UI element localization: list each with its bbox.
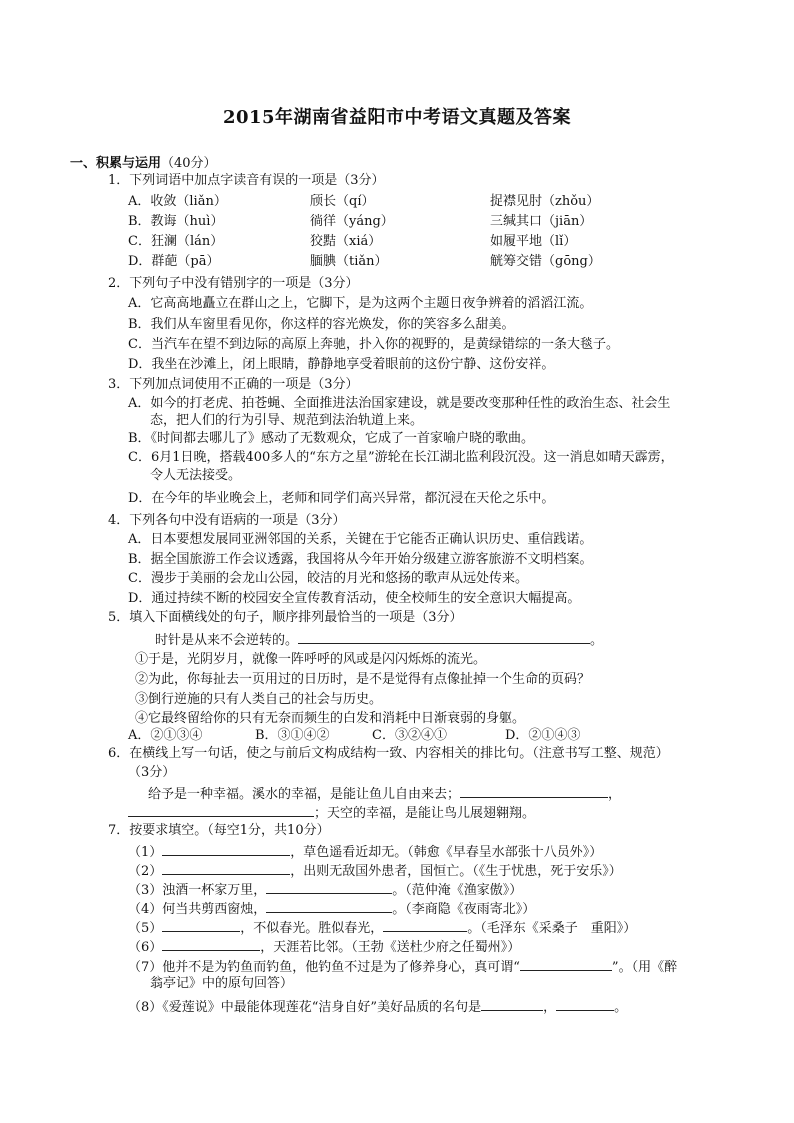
- q1-a-col1: A．收敛（liǎn）: [128, 194, 227, 209]
- section-points: （40分）: [161, 156, 217, 171]
- q3-option-a-line1: A．如今的打老虎、拍苍蝇、全面推进法治国家建设，就是要改变那种任性的政治生态、社会生: [128, 396, 671, 411]
- section-title: 一、积累与运用: [70, 156, 162, 171]
- q7-item-7-cont: 翁亭记》中的原句回答）: [150, 976, 294, 991]
- q5-item-2: ②为此，你每扯去一页用过的日历时，是不是觉得有点像扯掉一个生命的页码？: [135, 672, 591, 687]
- q7-item-5-text: ，不似春光。胜似春光，: [240, 921, 384, 936]
- q7-blank-4[interactable]: [266, 899, 392, 913]
- q6-line1-text: 给予是一种幸福。溪水的幸福，是能让鱼儿自由来去；: [148, 787, 461, 802]
- q7-stem: 7．按要求填空。（每空1分，共10分）: [108, 823, 330, 838]
- q7-item-1-text: ，草色遥看近却无。（韩愈《早春呈水部张十八员外》）: [290, 845, 603, 860]
- q5-end: 。: [590, 633, 604, 648]
- q7-item-7: [128, 957, 677, 976]
- q1-d-col2: 腼腆（tiǎn）: [310, 254, 388, 269]
- q5-item-1: ①于是，光阴岁月，就像一阵呼呼的风或是闪闪烁烁的流光。: [135, 652, 487, 667]
- q7-item-6: [128, 937, 520, 956]
- q7-item-1: [128, 842, 602, 861]
- q7-item-3: [128, 880, 522, 899]
- q7-item-8-end: 。: [614, 1000, 628, 1015]
- q1-b-col3: 三缄其口（jiān）: [490, 214, 593, 229]
- q2-option-d: D．我坐在沙滩上，闭上眼睛，静静地享受着眼前的这份宁静、这份安祥。: [128, 357, 555, 372]
- section-heading: [70, 152, 217, 171]
- q6-stem: 6．在横线上写一句话，使之与前后文构成结构一致、内容相关的排比句。（注意书写工整、规范）: [108, 746, 669, 761]
- q3-option-a-line2: 态，把人们的行为引导、规范到法治轨道上来。: [150, 413, 424, 428]
- q2-option-c: C．当汽车在望不到边际的高原上奔驰，扑入你的视野的，是黄绿错综的一条大毯子。: [128, 337, 619, 352]
- q7-item-1-number: （1）: [128, 845, 163, 860]
- q7-item-7-text: （7）他并不是为钓鱼而钓鱼，他钓鱼不过是为了修养身心，真可谓“: [128, 960, 520, 975]
- q1-b-col1: B．教诲（huì）: [128, 214, 224, 229]
- q7-blank-5a[interactable]: [162, 918, 240, 932]
- q1-d-col3: 觥筹交错（gōng）: [490, 254, 601, 269]
- q5-item-4: ④它最终留给你的只有无奈而频生的白发和消耗中日渐衰弱的身躯。: [135, 711, 526, 726]
- q7-item-3-text: （3）浊酒一杯家万里，: [128, 883, 267, 898]
- q7-item-4-source: 。（李商隐《夜雨寄北》）: [392, 902, 536, 917]
- q1-a-col2: 颀长（qí）: [310, 194, 375, 209]
- q7-blank-5b[interactable]: [383, 918, 467, 932]
- q4-option-a: A．日本要想发展同亚洲邻国的关系，关键在于它能否正确认识历史、重信践诺。: [128, 532, 593, 547]
- q7-item-8-text: （8）《爱莲说》中最能体现莲花“洁身自好”美好品质的名句是: [128, 1000, 482, 1015]
- q6-line2-text: ；天空的幸福，是能让鸟儿展翅翱翔。: [314, 806, 536, 821]
- q1-c-col2: 狡黠（xiá）: [310, 234, 382, 249]
- q1-b-col2: 徜徉（yáng）: [310, 214, 394, 229]
- q7-blank-2[interactable]: [162, 861, 290, 875]
- q6-blank-2[interactable]: [128, 803, 314, 817]
- q2-option-b: B．我们从车窗里看见你，你这样的容光焕发，你的笑容多么甜美。: [128, 317, 515, 332]
- q7-item-4: [128, 899, 535, 918]
- q7-blank-1[interactable]: [162, 842, 290, 856]
- q7-blank-8b[interactable]: [556, 997, 614, 1011]
- q7-blank-8a[interactable]: [481, 997, 543, 1011]
- q1-d-col1: D．群葩（pā）: [128, 254, 220, 269]
- page-title: 2015年湖南省益阳市中考语文真题及答案: [222, 107, 572, 128]
- q7-item-2-text: ，出则无敌国外患者，国恒亡。（《生于忧患，死于安乐》）: [290, 864, 622, 879]
- q7-item-8-comma: ，: [543, 1000, 557, 1015]
- q7-item-4-text: （4）何当共剪西窗烛，: [128, 902, 267, 917]
- q7-blank-7[interactable]: [520, 957, 612, 971]
- q3-option-d: D．在今年的毕业晚会上，老师和同学们高兴异常，都沉浸在天伦之乐中。: [128, 491, 555, 506]
- q3-option-c-line2: 令人无法接受。: [150, 468, 242, 483]
- q5-answer-blank[interactable]: [298, 630, 590, 644]
- q7-item-3-source: 。（范仲淹《渔家傲》）: [392, 883, 523, 898]
- q6-line2: [128, 803, 535, 822]
- q7-blank-3[interactable]: [266, 880, 392, 894]
- q7-item-6-text: ，天涯若比邻。（王勃《送杜少府之任蜀州》）: [260, 940, 521, 955]
- q7-item-5-source: 。（毛泽东《采桑子 重阳》）: [467, 921, 637, 936]
- q1-a-col3: 捉襟见肘（zhǒu）: [490, 194, 600, 209]
- q6-blank-1[interactable]: [460, 784, 608, 798]
- q7-item-8: [128, 997, 627, 1016]
- q4-option-b: B．据全国旅游工作会议透露，我国将从今年开始分级建立游客旅游不文明档案。: [128, 552, 593, 567]
- q3-stem: 3．下列加点词使用不正确的一项是（3分）: [108, 377, 359, 392]
- q5-choice-c: C．③②④①: [372, 728, 447, 743]
- q5-lead: 时针是从来不会逆转的。: [155, 633, 299, 648]
- q5-lead-line: [155, 630, 603, 649]
- q6-comma: ，: [608, 787, 622, 802]
- q5-choice-a: A．②①③④: [128, 728, 203, 743]
- q4-option-c: C．漫步于美丽的会龙山公园，皎洁的月光和悠扬的歌声从远处传来。: [128, 571, 528, 586]
- q4-option-d: D．通过持续不断的校园安全宣传教育活动，使全校师生的安全意识大幅提高。: [128, 591, 581, 606]
- q5-choice-d: D．②①④③: [505, 728, 581, 743]
- q7-item-5-number: （5）: [128, 921, 163, 936]
- q7-item-2: [128, 861, 622, 880]
- q7-item-6-number: （6）: [128, 940, 163, 955]
- q7-item-7-source: ”。（用《醉: [611, 960, 678, 975]
- q2-stem: 2．下列句子中没有错别字的一项是（3分）: [108, 276, 359, 291]
- q5-choice-b: B．③①④②: [255, 728, 330, 743]
- q5-item-3: ③倒行逆施的只有人类自己的社会与历史。: [135, 692, 383, 707]
- q1-c-col3: 如履平地（lǐ）: [490, 234, 577, 249]
- q7-item-5: [128, 918, 636, 937]
- q4-stem: 4．下列各句中没有语病的一项是（3分）: [108, 513, 346, 528]
- q6-line1: [148, 784, 621, 803]
- q3-option-b: B．《时间都去哪儿了》感动了无数观众，它成了一首家喻户晓的歌曲。: [128, 431, 535, 446]
- q7-blank-6[interactable]: [162, 937, 260, 951]
- q7-item-2-number: （2）: [128, 864, 163, 879]
- q1-c-col1: C．狂澜（lán）: [128, 234, 224, 249]
- q5-stem: 5．填入下面横线处的句子，顺序排列最恰当的一项是（3分）: [108, 610, 463, 625]
- q6-points: （3分）: [128, 765, 176, 780]
- q3-option-c-line1: C．6月1日晚，搭载400多人的“东方之星”游轮在长江湖北监利段沉没。这一消息如晴天霹雳，: [128, 450, 674, 465]
- q1-stem: 1．下列词语中加点字读音有误的一项是（3分）: [108, 173, 385, 188]
- q2-option-a: A．它高高地矗立在群山之上，它脚下，是为这两个主题日夜争辨着的滔滔江流。: [128, 296, 593, 311]
